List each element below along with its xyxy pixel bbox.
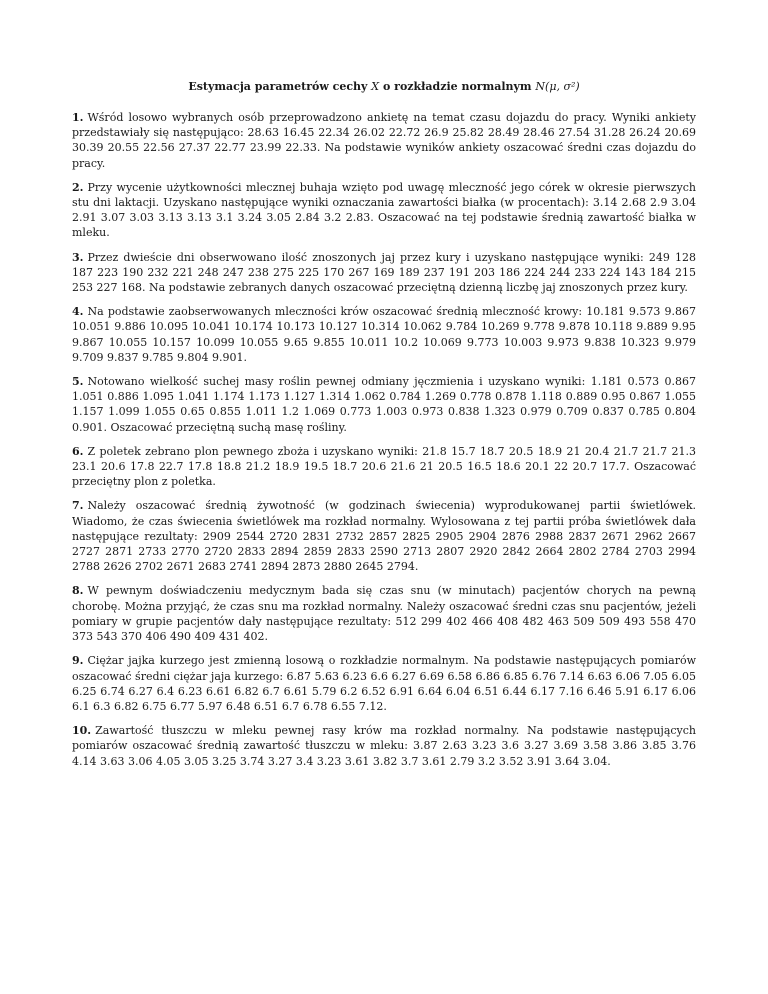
problem-text: Zawartość tłuszczu w mleku pewnej rasy krów ma rozkład normalny. Na podstawie następujących pomiarów oszacować średnią zawartość tłuszczu w mleku: 3.87 2.63 3.23 3.6 3.27 3.69 3.58 3.86 3.85 3.76 4.14 3.63 3.06 4.05 3.05 3.25 3.74 3.27 3.4 3.23 3.61 3.82 3.7 3.61 2.79 3.2 3.52 3.91 3.64 3.04.: [72, 724, 696, 768]
problem-number: 6.: [72, 444, 84, 458]
problem-text: Ciężar jajka kurzego jest zmienną losową o rozkładzie normalnym. Na podstawie następujących pomiarów oszacować średni ciężar jaja kurzego: 6.87 5.63 6.23 6.6 6.27 6.69 6.58 6.86 6.85 6.76 7.14 6.63 6.06 7.05 6.05 6.25 6.74 6.27 6.4 6.23 6.61 6.82 6.7 6.61 5.79 6.2 6.52 6.91 6.64 6.04 6.51 6.44 6.17 7.16 6.46 5.91 6.17 6.06 6.1 6.3 6.82 6.75 6.77 5.97 6.48 6.51 6.7 6.78 6.55 7.12.: [72, 654, 696, 713]
title-distribution: N(μ, σ²): [535, 80, 580, 93]
title-middle: o rozkładzie normalnym: [382, 80, 532, 93]
problem-text: Z poletek zebrano plon pewnego zboża i uzyskano wyniki: 21.8 15.7 18.7 20.5 18.9 21 20.4 21.7 21.7 21.3 23.1 20.6 17.8 22.7 17.8 18.8 21.2 18.9 19.5 18.7 20.6 21.6 21 20.5 16.5 18.6 20.1 22 20.7 17.7. Oszacować przeciętny plon z poletka.: [72, 444, 696, 489]
document-page: [72, 80, 696, 778]
problem-text: Przy wycenie użytkowności mlecznej buhaja wzięto pod uwagę mleczność jego córek w okresie pierwszych stu dni laktacji. Uzyskano następujące wyniki oznaczania zawartości białka (w procentach): 3.14 2.68 2.9 3.04 2.91 3.07 3.03 3.13 3.13 3.1 3.24 3.05 2.84 3.2 2.83. Oszacować na tej podstawie średnią zawartość białka w mleku.: [72, 180, 696, 240]
problem-number: 4.: [72, 305, 84, 319]
problem-8: [72, 583, 696, 644]
problem-number: 3.: [72, 250, 84, 264]
problem-4: [72, 304, 696, 365]
problem-6: [72, 444, 696, 490]
document-title: [72, 80, 696, 94]
problem-number: 2.: [72, 180, 84, 194]
problem-9: [72, 653, 696, 714]
problem-number: 9.: [72, 654, 84, 668]
title-prefix: Estymacja parametrów cechy: [188, 80, 368, 93]
problem-text: W pewnym doświadczeniu medycznym bada się czas snu (w minutach) pacjentów chorych na pewną chorobę. Można przyjąć, że czas snu ma rozkład normalny. Należy oszacować średni czas snu pacjentów, jeżeli pomiary w grupie pacjentów dały następujące rezultaty: 512 299 402 466 408 482 463 509 509 493 558 470 373 543 370 406 490 409 431 402.: [72, 584, 696, 644]
problem-text: Przez dwieście dni obserwowano ilość znoszonych jaj przez kury i uzyskano następujące wyniki: 249 128 187 223 190 232 221 248 247 238 275 225 170 267 169 189 237 191 203 186 224 244 233 224 143 184 215 253 227 168. Na podstawie zebranych danych oszacować przeciętną dzienną liczbę jaj znoszonych przez kury.: [72, 250, 696, 295]
problem-text: Wśród losowo wybranych osób przeprowadzono ankietę na temat czasu dojazdu do pracy. Wyniki ankiety przedstawiały się następująco: 28.63 16.45 22.34 26.02 22.72 26.9 25.82 28.49 28.46 27.54 31.28 26.24 20.69 30.39 20.55 22.56 27.37 22.77 23.99 22.33. Na podstawie wyników ankiety oszacować średni czas dojazdu do pracy.: [72, 111, 696, 170]
problem-1: [72, 110, 696, 171]
problem-5: [72, 374, 696, 435]
problem-number: 1.: [72, 111, 84, 124]
problem-number: 10.: [72, 724, 92, 738]
problem-number: 7.: [72, 499, 84, 513]
problem-number: 8.: [72, 584, 84, 598]
problem-text: Należy oszacować średnią żywotność (w godzinach świecenia) wyprodukowanej partii świetlówek. Wiadomo, że czas świecenia świetlówek ma rozkład normalny. Wylosowana z tej partii próba świetlówek dała następujące rezultaty: 2909 2544 2720 2831 2732 2857 2825 2905 2904 2876 2988 2837 2671 2962 2667 2727 2871 2733 2770 2720 2833 2894 2859 2833 2590 2713 2807 2920 2842 2664 2802 2784 2703 2994 2788 2626 2702 2671 2683 2741 2894 2873 2880 2645 2794.: [72, 499, 696, 574]
problem-text: Na podstawie zaobserwowanych mleczności krów oszacować średnią mleczność krowy: 10.181 9.573 9.867 10.051 9.886 10.095 10.041 10.174 10.173 10.127 10.314 10.062 9.784 10.269 9.778 9.878 10.118 9.889 9.95 9.867 10.055 10.157 10.099 10.055 9.65 9.855 10.011 10.2 10.069 9.773 10.003 9.973 9.838 10.323 9.979 9.709 9.837 9.785 9.804 9.901.: [72, 305, 696, 364]
problem-10: [72, 723, 696, 769]
problem-7: [72, 498, 696, 574]
problem-number: 5.: [72, 375, 84, 389]
problem-3: [72, 250, 696, 296]
problem-2: [72, 180, 696, 241]
problem-text: Notowano wielkość suchej masy roślin pewnej odmiany jęczmienia i uzyskano wyniki: 1.181 0.573 0.867 1.051 0.886 1.095 1.041 1.174 1.173 1.127 1.314 1.062 0.784 1.269 0.778 0.878 1.118 0.889 0.95 0.867 1.055 1.157 1.099 1.055 0.65 0.855 1.011 1.2 1.069 0.773 1.003 0.973 0.838 1.323 0.979 0.709 0.837 0.785 0.804 0.901. Oszacować przeciętną suchą masę rośliny.: [72, 375, 696, 434]
title-variable: X: [371, 80, 380, 93]
